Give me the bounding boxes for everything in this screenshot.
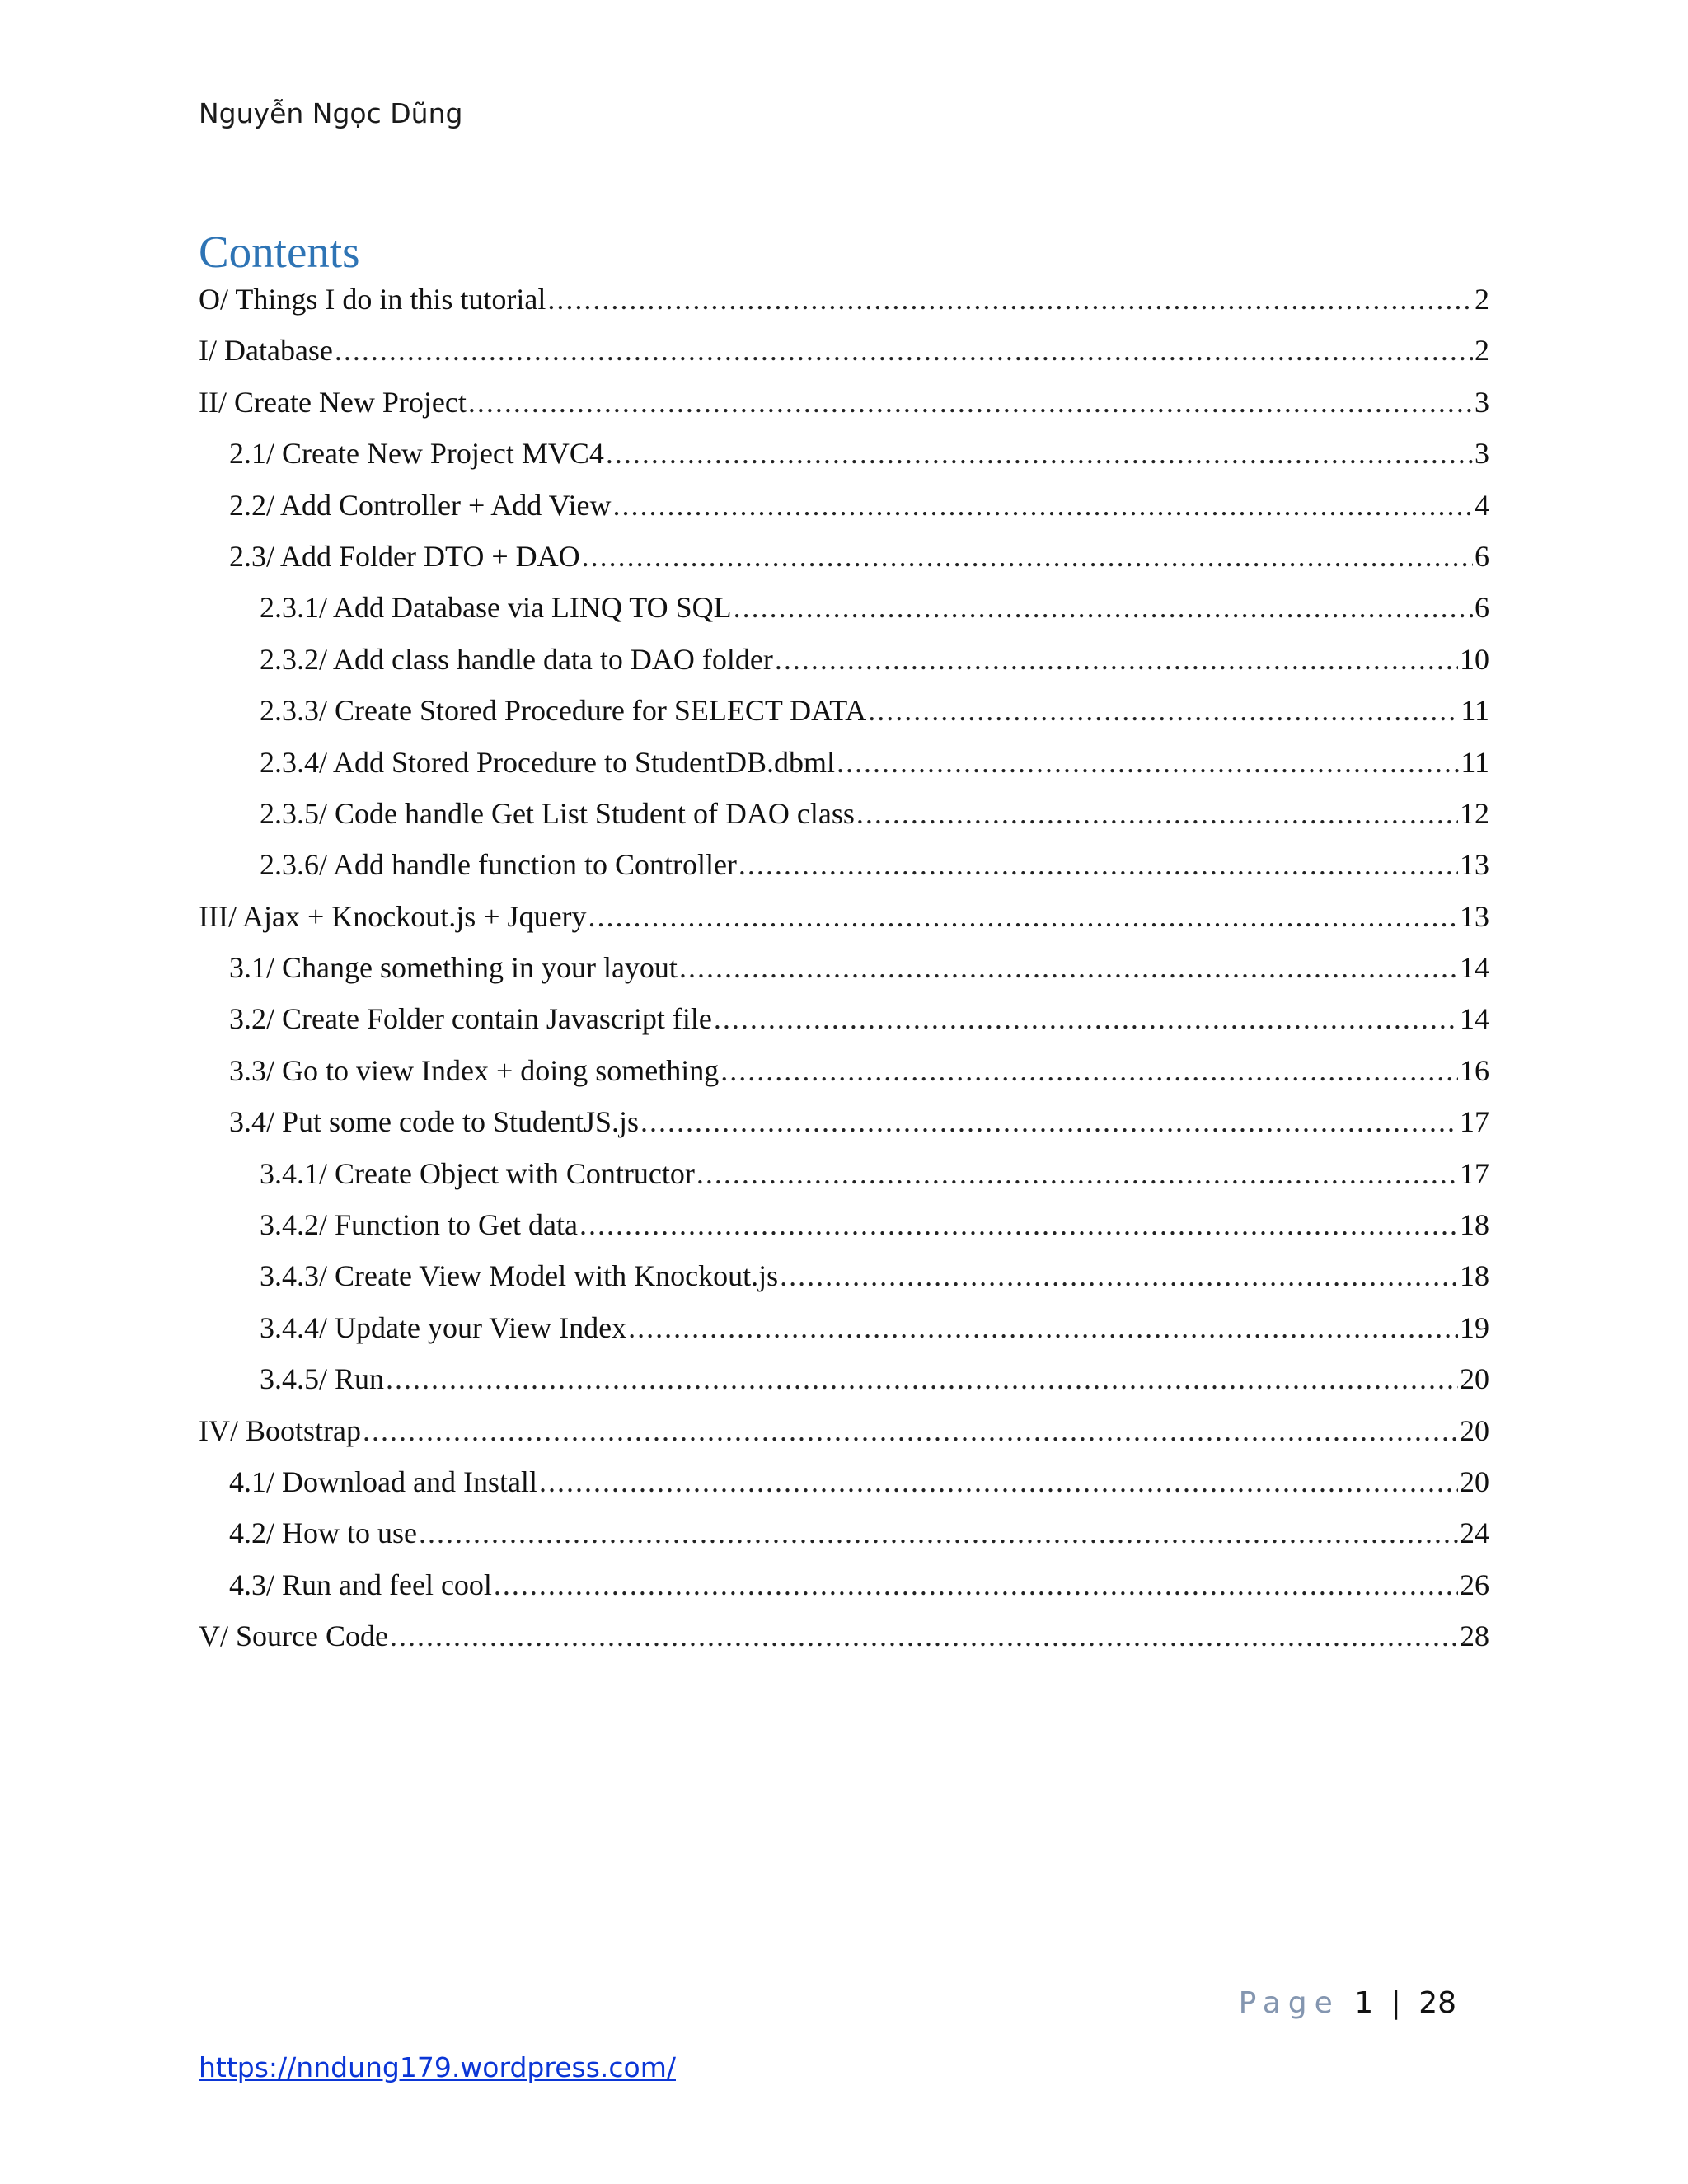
toc-entry-page: 13 — [1460, 848, 1489, 882]
toc-entry[interactable] — [199, 642, 1489, 693]
dot-leader — [628, 1310, 1458, 1345]
toc-entry[interactable] — [199, 436, 1489, 487]
toc-entry[interactable] — [199, 1361, 1489, 1413]
toc-entry[interactable] — [199, 590, 1489, 641]
toc-entry-page: 18 — [1460, 1259, 1489, 1293]
toc-entry[interactable] — [199, 488, 1489, 539]
toc-entry-title: 3.4.1/ Create Object with Contructor — [260, 1156, 695, 1190]
toc-entry-page: 17 — [1460, 1156, 1489, 1190]
toc-entry[interactable] — [199, 1001, 1489, 1052]
toc-entry-title: 2.3.6/ Add handle function to Controller — [260, 848, 737, 882]
toc-entry-page: 14 — [1460, 951, 1489, 985]
toc-entry-title: 4.1/ Download and Install — [229, 1465, 537, 1498]
toc-entry-page: 24 — [1460, 1516, 1489, 1550]
toc-entry-title: V/ Source Code — [199, 1619, 388, 1653]
toc-entry-title: II/ Create New Project — [199, 385, 467, 419]
toc-entry[interactable] — [199, 693, 1489, 744]
dot-leader — [734, 590, 1473, 625]
toc-entry-page: 20 — [1460, 1465, 1489, 1498]
page-number-footer — [1239, 1986, 1456, 2020]
toc-entry-title: 4.3/ Run and feel cool — [229, 1568, 492, 1601]
dot-leader — [419, 1516, 1458, 1550]
toc-entry[interactable] — [199, 796, 1489, 847]
toc-entry[interactable] — [199, 1258, 1489, 1310]
toc-entry-title: 3.4.3/ Create View Model with Knockout.js — [260, 1259, 779, 1293]
dot-leader — [780, 1258, 1458, 1293]
toc-entry-title: 2.3.4/ Add Stored Procedure to StudentDB.dbml — [260, 745, 835, 779]
dot-leader — [335, 333, 1473, 368]
toc-entry-page: 14 — [1460, 1002, 1489, 1036]
toc-entry-page: 19 — [1460, 1310, 1489, 1344]
toc-entry[interactable] — [199, 899, 1489, 950]
toc-entry[interactable] — [199, 1619, 1489, 1670]
toc-entry-title: 4.2/ How to use — [229, 1516, 417, 1550]
dot-leader — [612, 488, 1473, 523]
toc-entry-title: 3.4.4/ Update your View Index — [260, 1310, 627, 1344]
toc-entry-title: 3.4/ Put some code to StudentJS.js — [229, 1105, 640, 1139]
toc-entry-title: 2.3.2/ Add class handle data to DAO folder — [260, 642, 773, 676]
toc-entry-page: 3 — [1475, 385, 1489, 419]
toc-entry-page: 11 — [1461, 745, 1489, 779]
dot-leader — [856, 796, 1458, 831]
page-separator: | — [1390, 1986, 1401, 2020]
dot-leader — [679, 950, 1458, 985]
toc-entry[interactable] — [199, 333, 1489, 384]
dot-leader — [494, 1568, 1458, 1602]
toc-entry-page: 28 — [1460, 1619, 1489, 1653]
dot-leader — [582, 539, 1473, 574]
toc-entry[interactable] — [199, 745, 1489, 796]
toc-entry-title: 2.3.3/ Create Stored Procedure for SELECT DATA — [260, 694, 867, 728]
toc-entry[interactable] — [199, 1053, 1489, 1104]
toc-entry-page: 6 — [1475, 591, 1489, 625]
toc-entry-page: 18 — [1460, 1208, 1489, 1242]
toc-entry[interactable] — [199, 1104, 1489, 1155]
toc-entry-title: 2.3.1/ Add Database via LINQ TO SQL — [260, 591, 732, 625]
website-link[interactable]: https://nndung179.wordpress.com/ — [199, 2051, 676, 2083]
dot-leader — [539, 1465, 1458, 1499]
dot-leader — [720, 1053, 1458, 1088]
total-page-count: 28 — [1418, 1986, 1456, 2020]
toc-entry-title: 3.3/ Go to view Index + doing something — [229, 1053, 720, 1087]
toc-entry-page: 2 — [1475, 283, 1489, 316]
dot-leader — [468, 385, 1473, 419]
dot-leader — [606, 436, 1473, 471]
toc-entry-title: IV/ Bootstrap — [199, 1413, 361, 1447]
toc-entry-title: 2.2/ Add Controller + Add View — [229, 488, 612, 522]
dot-leader — [738, 847, 1458, 882]
toc-entry-page: 13 — [1460, 899, 1489, 933]
dot-leader — [386, 1361, 1458, 1396]
toc-entry[interactable] — [199, 385, 1489, 436]
toc-entry-title: 3.2/ Create Folder contain Javascript file — [229, 1002, 712, 1036]
dot-leader — [390, 1619, 1458, 1653]
toc-entry-page: 10 — [1460, 642, 1489, 676]
toc-entry[interactable] — [199, 950, 1489, 1001]
toc-entry[interactable] — [199, 282, 1489, 333]
toc-entry-title: I/ Database — [199, 334, 333, 368]
toc-entry[interactable] — [199, 1413, 1489, 1465]
dot-leader — [714, 1001, 1458, 1036]
toc-entry-page: 17 — [1460, 1105, 1489, 1139]
page-word: Page — [1238, 1986, 1340, 2020]
toc-entry-title: 3.4.5/ Run — [260, 1362, 385, 1396]
toc-entry[interactable] — [199, 1310, 1489, 1361]
dot-leader — [775, 642, 1458, 677]
toc-entry-page: 26 — [1460, 1568, 1489, 1601]
toc-entry-page: 20 — [1460, 1413, 1489, 1447]
dot-leader — [696, 1156, 1458, 1191]
dot-leader — [363, 1413, 1458, 1448]
toc-entry-title: 2.3.5/ Code handle Get List Student of DAO class — [260, 796, 855, 830]
toc-heading: Contents — [199, 227, 360, 277]
dot-leader — [588, 899, 1458, 934]
toc-entry-page: 11 — [1461, 694, 1489, 728]
toc-entry[interactable] — [199, 1207, 1489, 1258]
toc-entry-title: 3.4.2/ Function to Get data — [260, 1208, 578, 1242]
toc-entry-page: 2 — [1475, 334, 1489, 368]
current-page-number: 1 — [1354, 1986, 1374, 2020]
toc-entry-title: O/ Things I do in this tutorial — [199, 283, 546, 316]
toc-entry-page: 20 — [1460, 1362, 1489, 1396]
toc-entry-title: 2.3/ Add Folder DTO + DAO — [229, 539, 580, 573]
table-of-contents — [199, 282, 1489, 1671]
toc-entry[interactable] — [199, 1568, 1489, 1619]
toc-entry-title: 3.1/ Change something in your layout — [229, 951, 678, 985]
toc-entry-page: 6 — [1475, 539, 1489, 573]
dot-leader — [868, 693, 1459, 728]
dot-leader — [547, 282, 1473, 316]
toc-entry[interactable] — [199, 1465, 1489, 1516]
toc-entry[interactable] — [199, 1156, 1489, 1207]
toc-entry-page: 3 — [1475, 437, 1489, 471]
toc-entry[interactable] — [199, 847, 1489, 898]
dot-leader — [837, 745, 1459, 780]
dot-leader — [579, 1207, 1458, 1242]
toc-entry[interactable] — [199, 1516, 1489, 1567]
toc-entry-page: 16 — [1460, 1053, 1489, 1087]
page-header-author: Nguyễn Ngọc Dũng — [199, 97, 463, 129]
dot-leader — [640, 1104, 1458, 1139]
toc-entry-page: 4 — [1475, 488, 1489, 522]
toc-entry[interactable] — [199, 539, 1489, 590]
toc-entry-title: 2.1/ Create New Project MVC4 — [229, 437, 604, 471]
toc-entry-page: 12 — [1460, 796, 1489, 830]
toc-entry-title: III/ Ajax + Knockout.js + Jquery — [199, 899, 587, 933]
